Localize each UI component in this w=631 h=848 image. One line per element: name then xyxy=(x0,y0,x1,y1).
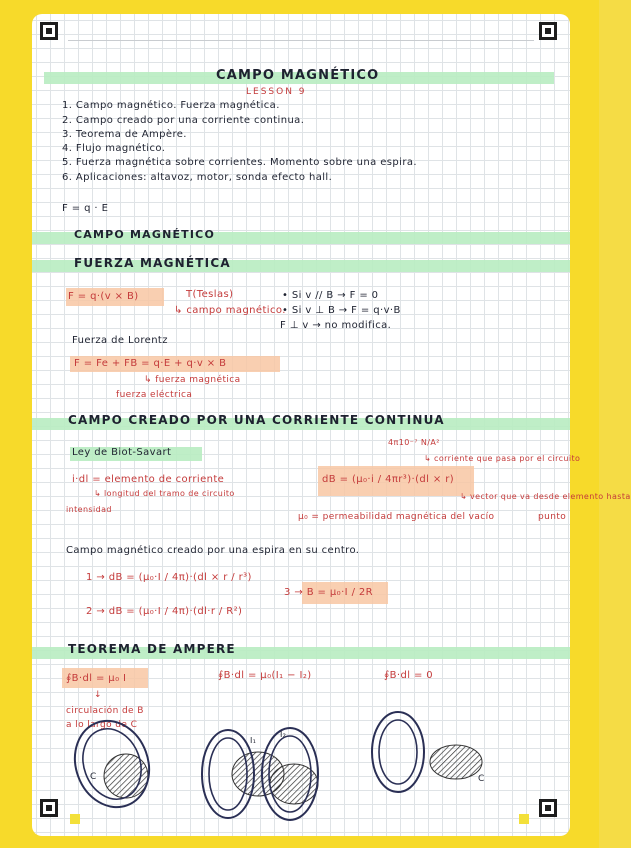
index-item: 3. Teorema de Ampère. xyxy=(62,129,187,140)
permeability-note: μ₀ = permeabilidad magnética del vacío xyxy=(298,512,495,522)
electric-force-note: fuerza eléctrica xyxy=(116,390,193,400)
circulation-arrow: ↓ xyxy=(94,690,102,700)
page-title: CAMPO MAGNÉTICO xyxy=(216,68,380,83)
electric-force-formula: F = q · E xyxy=(62,203,109,214)
index-item: 4. Flujo magnético. xyxy=(62,143,166,154)
lorentz-label: Fuerza de Lorentz xyxy=(72,335,168,346)
lorentz-full-formula: F = Fe + FB = q·E + q·v × B xyxy=(74,358,227,369)
section-heading-ampere: TEOREMA DE AMPERE xyxy=(68,642,236,656)
notebook-sheet xyxy=(32,14,631,836)
ampere-formula-1: ∮B·dl = μ₀ I xyxy=(66,673,127,684)
perpendicular-rule: • Si v ⊥ B → F = q·v·B xyxy=(282,305,401,316)
current-note: ↳ corriente que pasa por el circuito xyxy=(424,454,581,463)
biot-savart-formula: dB = (μ₀·i / 4πr³)·(dl × r) xyxy=(322,474,455,485)
parallel-rule: • Si v // B → F = 0 xyxy=(282,290,379,301)
circulation-path-note: a lo largo de C xyxy=(66,720,138,730)
wire-cross-section xyxy=(104,754,148,798)
index-item: 6. Aplicaciones: altavoz, motor, sonda efecto hall. xyxy=(62,172,333,183)
ampere-formula-2: ∮B·dl = μ₀(I₁ − I₂) xyxy=(218,670,312,681)
ampere-diagrams xyxy=(32,14,570,836)
index-item: 2. Campo creado por una corriente continua. xyxy=(62,115,305,126)
index-item: 5. Fuerza magnética sobre corrientes. Momento sobre una espira. xyxy=(62,157,417,168)
wire-cross-section xyxy=(430,745,482,779)
tesla-note: ↳ campo magnético. xyxy=(174,305,286,316)
loop-center-label: Campo magnético creado por una espira en su centro. xyxy=(66,545,360,556)
index-item: 1. Campo magnético. Fuerza magnética. xyxy=(62,100,280,111)
loop-formula-1: 1 → dB = (μ₀·I / 4π)·(dl × r / r³) xyxy=(86,572,252,583)
mu-zero-value: 4π10⁻⁷ N/A² xyxy=(388,438,440,447)
lorentz-magnetic-formula: F = q·(v × B) xyxy=(68,291,139,302)
current-label-1: I₁ xyxy=(250,736,257,745)
loop-formula-2: 2 → dB = (μ₀·I / 4π)·(dl·r / R²) xyxy=(86,606,243,617)
circulation-note: circulación de B xyxy=(66,706,144,716)
section-heading-campo: CAMPO MAGNÉTICO xyxy=(74,228,216,241)
corner-marker xyxy=(40,799,58,817)
biot-savart-label: Ley de Biot-Savart xyxy=(72,447,172,458)
section-heading-corriente: CAMPO CREADO POR UNA CORRIENTE CONTINUA xyxy=(68,413,445,427)
intensity-note: intensidad xyxy=(66,505,112,514)
yellow-marker xyxy=(519,814,529,824)
point-note: punto xyxy=(538,512,567,522)
vector-note: ↳ vector que va desde elemento hasta xyxy=(460,492,631,501)
no-modify-rule: F ⊥ v → no modifica. xyxy=(280,320,392,331)
tesla-unit: T(Teslas) xyxy=(186,289,234,300)
current-element: i·dl = elemento de corriente xyxy=(72,474,225,485)
ampere-loop-inner xyxy=(379,720,417,784)
yellow-marker xyxy=(70,814,80,824)
corner-marker xyxy=(539,799,557,817)
loop-label: C xyxy=(90,772,97,782)
corner-marker xyxy=(539,22,557,40)
ampere-formula-3: ∮B·dl = 0 xyxy=(384,670,434,681)
loop-center-formula: 3 → B = μ₀·I / 2R xyxy=(284,587,374,598)
length-note: ↳ longitud del tramo de circuito xyxy=(94,489,235,498)
section-heading-fuerza: FUERZA MAGNÉTICA xyxy=(74,256,231,270)
current-label-2: I₂ xyxy=(280,730,287,739)
corner-marker xyxy=(40,22,58,40)
loop-label: C xyxy=(478,774,485,784)
magnetic-force-note: ↳ fuerza magnética xyxy=(144,375,241,385)
lesson-number: LESSON 9 xyxy=(246,87,307,97)
